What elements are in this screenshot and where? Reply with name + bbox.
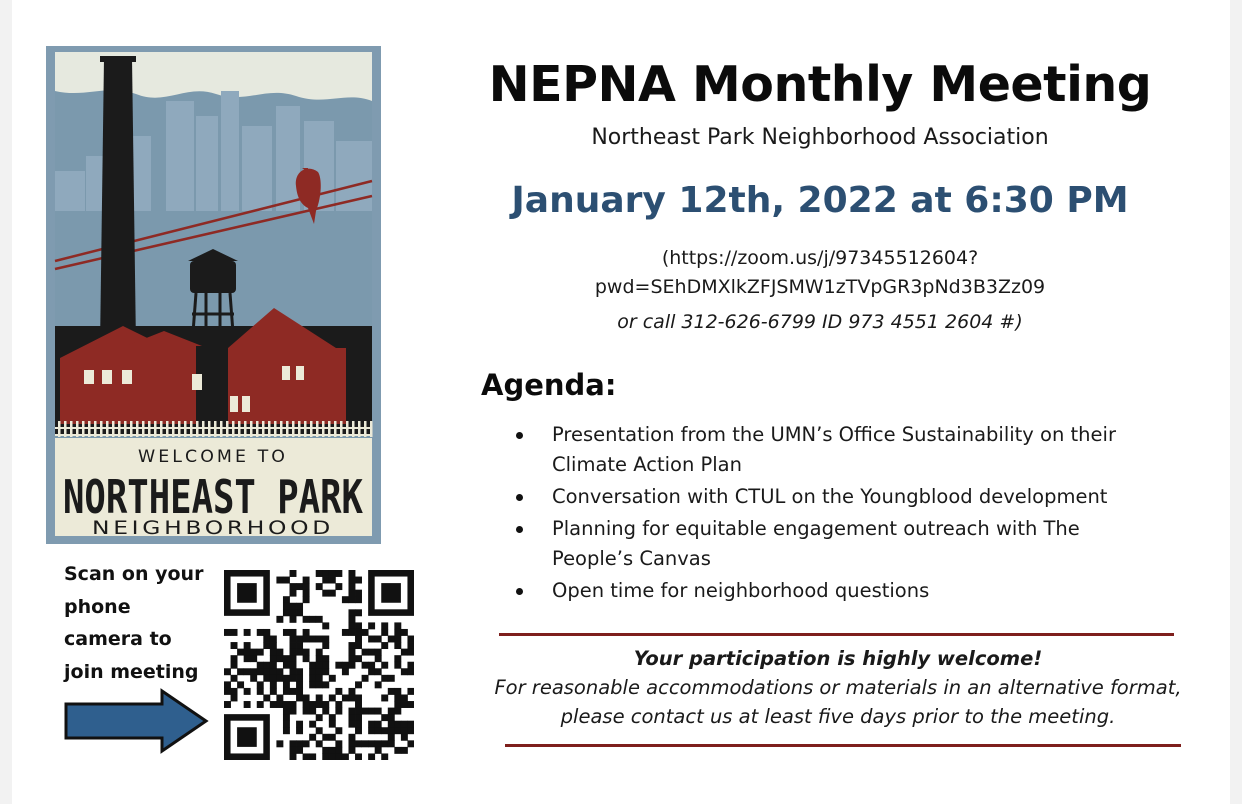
agenda-item-text: Open time for neighborhood questions	[552, 579, 930, 602]
page-title: NEPNA Monthly Meeting	[488, 56, 1152, 113]
dial-in-info: or call 312-626-6799 ID 973 4551 2604 #)	[617, 311, 1023, 333]
zoom-qr-code[interactable]	[224, 570, 414, 764]
accommodation-notice	[480, 644, 1196, 731]
zoom-details	[440, 244, 1200, 337]
bullet-icon	[516, 432, 523, 439]
scan-instructions: Scan on your phone camera to join meeting	[64, 563, 204, 683]
bullet-icon	[516, 526, 523, 533]
zoom-link-line2[interactable]: pwd=SEhDMXlkZFJSMW1zTVpGR3pNd3B3Zz09	[594, 276, 1046, 298]
agenda-item-text: Conversation with CTUL on the Youngblood development	[552, 485, 1108, 508]
bullet-icon	[516, 494, 523, 501]
list-item	[512, 514, 1152, 574]
association-name: Northeast Park Neighborhood Association	[591, 125, 1049, 150]
divider-top	[499, 633, 1174, 636]
bullet-icon	[516, 588, 523, 595]
notice-headline: Your participation is highly welcome!	[633, 647, 1043, 670]
agenda-list	[512, 420, 1152, 608]
arrow-right-icon	[62, 688, 210, 758]
poster-northeast-park-text: NORTHEAST PARK	[63, 470, 364, 524]
meeting-date-time: January 12th, 2022 at 6:30 PM	[511, 180, 1129, 221]
agenda-item-text: Planning for equitable engagement outreach with The People’s Canvas	[552, 517, 1080, 570]
zoom-link-line1[interactable]: (https://zoom.us/j/97345512604?	[661, 247, 979, 269]
northeast-park-poster	[46, 46, 381, 544]
divider-bottom	[505, 744, 1181, 747]
notice-body: For reasonable accommodations or materials in an alternative format, please contact us at least five days prior to the meeting.	[494, 676, 1182, 728]
list-item	[512, 420, 1152, 480]
agenda-item-text: Presentation from the UMN’s Office Sustainability on their Climate Action Plan	[552, 423, 1116, 476]
list-item	[512, 482, 1152, 512]
poster-neighborhood-text: NEIGHBORHOOD	[92, 517, 334, 539]
agenda-heading: Agenda:	[481, 368, 617, 402]
poster-welcome-text: WELCOME TO	[138, 447, 288, 467]
list-item	[512, 576, 1152, 606]
